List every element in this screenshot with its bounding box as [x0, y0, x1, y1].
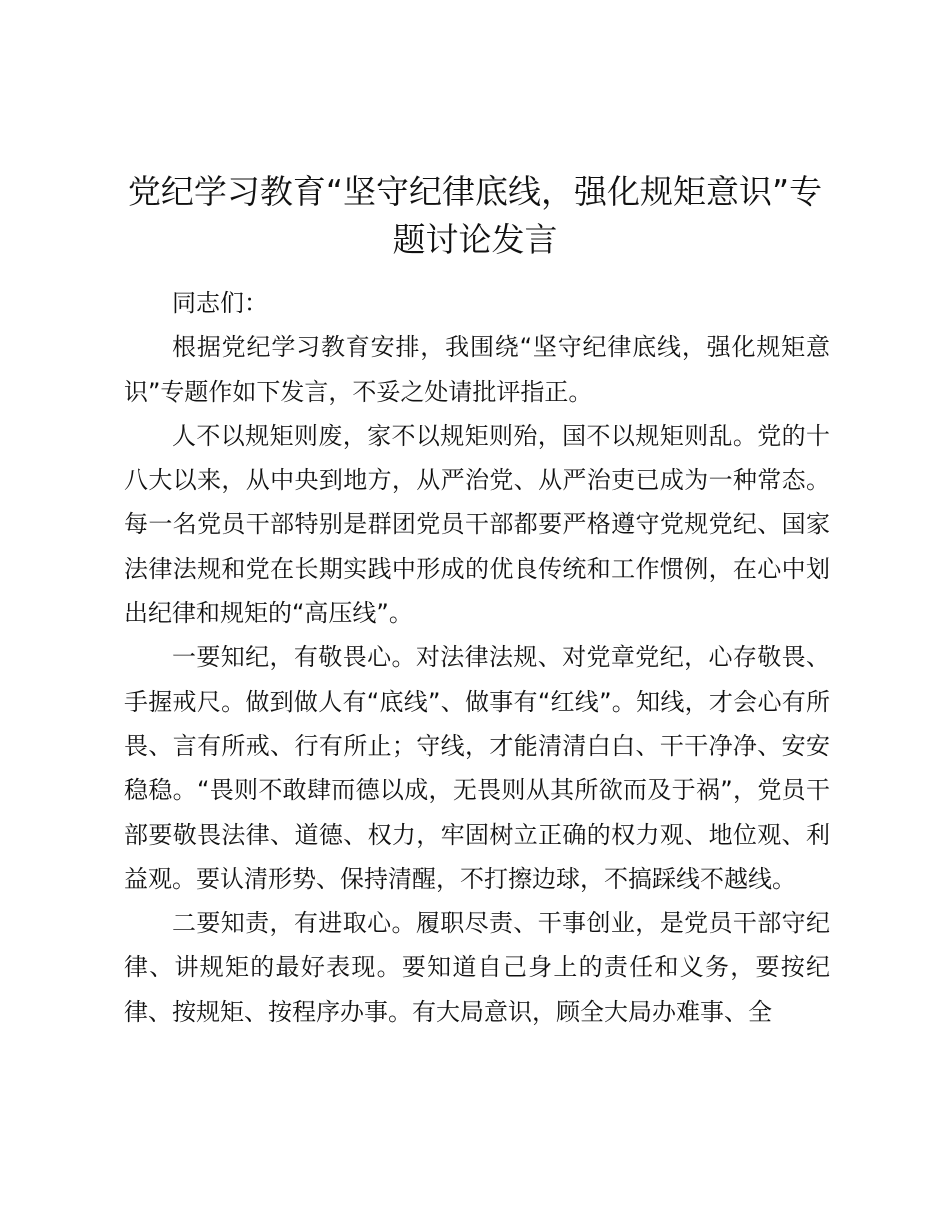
salutation-paragraph: 同志们： [172, 289, 268, 317]
body-paragraph: 人不以规矩则废，家不以规矩则殆，国不以规矩则乱。党的十八大以来，从中央到地方，从严治党、从严治吏已成为一种常态。每一名党员干部特别是群团党员干部都要严格遵守党规党纪、国家法律法规和党在长期实践中形成的优良传统和工作惯例，在心中划出纪律和规矩的“高压线”。 [124, 421, 830, 628]
point-two-paragraph: 二要知责，有进取心。履职尽责、干事创业，是党员干部守纪律、讲规矩的最好表现。要知道自己身上的责任和义务，要按纪律、按规矩、按程序办事。有大局意识，顾全大局办难事、全 [124, 909, 830, 1026]
document-body [124, 281, 830, 1034]
document-title: 党纪学习教育“坚守纪律底线，强化规矩意识”专题讨论发言 [127, 172, 823, 259]
intro-paragraph: 根据党纪学习教育安排，我围绕“坚守纪律底线，强化规矩意识”专题作如下发言，不妥之处请批评指正。 [124, 333, 830, 406]
point-one-paragraph: 一要知纪，有敬畏心。对法律法规、对党章党纪，心存敬畏、手握戒尺。做到做人有“底线”、做事有“红线”。知线，才会心有所畏、言有所戒、行有所止；守线，才能清清白白、干干净净、安安稳稳。“畏则不敢肆而德以成，无畏则从其所欲而及于祸”，党员干部要敬畏法律、道德、权力，牢固树立正确的权力观、地位观、利益观。要认清形势、保持清醒，不打擦边球，不搞踩线不越线。 [124, 643, 830, 893]
